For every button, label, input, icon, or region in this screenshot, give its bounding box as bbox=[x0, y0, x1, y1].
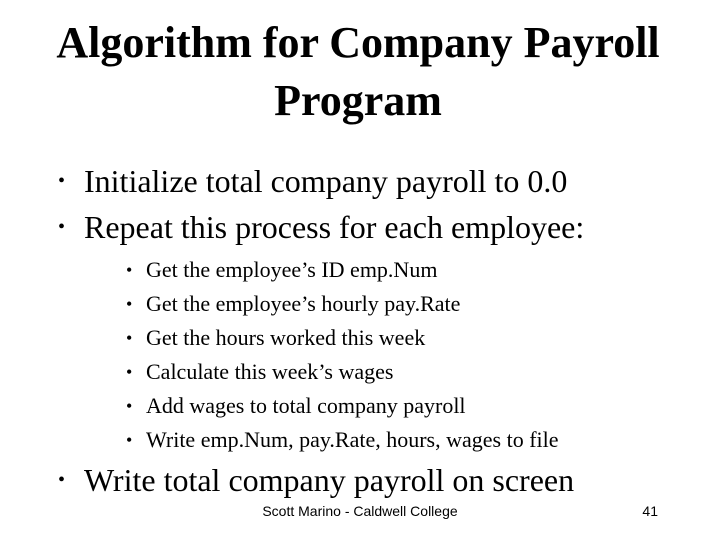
sub-bullet-list bbox=[126, 253, 559, 457]
sub-bullet-item bbox=[126, 389, 559, 423]
sub-bullet-text: Calculate this week’s wages bbox=[146, 359, 394, 384]
bullet-icon: • bbox=[126, 396, 133, 416]
sub-bullet-text: Add wages to total company payroll bbox=[146, 393, 466, 418]
sub-bullet-text: Write emp.Num, pay.Rate, hours, wages to file bbox=[146, 427, 559, 452]
sub-bullet-text: Get the hours worked this week bbox=[146, 325, 426, 350]
sub-bullet-text: Get the employee’s ID emp.Num bbox=[146, 257, 438, 282]
bullet-icon: • bbox=[58, 469, 66, 491]
sub-bullet-item bbox=[126, 321, 559, 355]
sub-bullet-item bbox=[126, 355, 559, 389]
bullet-icon: • bbox=[58, 170, 66, 192]
bullet-icon: • bbox=[126, 430, 133, 450]
slide-title: Algorithm for Company Payroll Program bbox=[56, 18, 660, 125]
bullet-text: Initialize total company payroll to 0.0 bbox=[84, 163, 568, 199]
bullet-icon: • bbox=[58, 216, 66, 238]
bullet-icon: • bbox=[126, 362, 133, 382]
page-number: 41 bbox=[642, 503, 658, 519]
slide-footer: Scott Marino - Caldwell College bbox=[262, 503, 458, 519]
sub-bullet-text: Get the employee’s hourly pay.Rate bbox=[146, 291, 461, 316]
bullet-icon: • bbox=[126, 294, 133, 314]
sub-bullet-item bbox=[126, 253, 559, 287]
sub-bullet-item bbox=[126, 423, 559, 457]
sub-bullet-item bbox=[126, 287, 559, 321]
bullet-text: Repeat this process for each employee: bbox=[84, 209, 585, 245]
bullet-icon: • bbox=[126, 328, 133, 348]
bullet-icon: • bbox=[126, 260, 133, 280]
bullet-text: Write total company payroll on screen bbox=[84, 462, 575, 498]
